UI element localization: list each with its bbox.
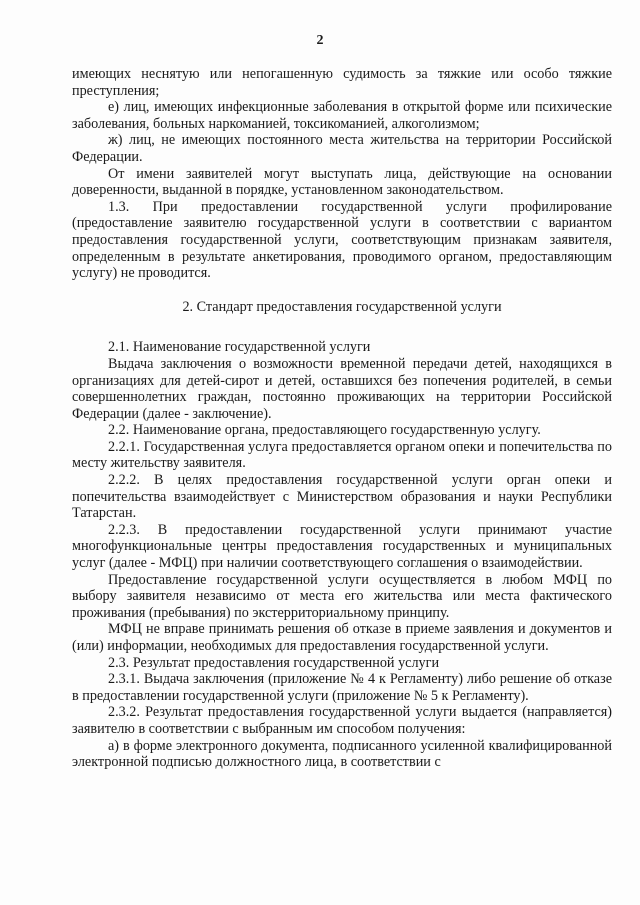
paragraph-2-2-2: 2.2.2. В целях предоставления государственной услуги орган опеки и попечительства взаимодействует с Министерством образования и науки Республики Татарстан. <box>72 472 612 522</box>
document-body <box>72 66 612 771</box>
paragraph-4: От имени заявителей могут выступать лица, действующие на основании доверенности, выданной в порядке, установленном законодательством. <box>72 165 612 199</box>
paragraph-2-3-2-a: а) в форме электронного документа, подписанного усиленной квалифицированной электронной подписью должностного лица, в соответствии с <box>72 737 612 771</box>
subsection-2-3-title: 2.3. Результат предоставления государственной услуги <box>108 654 440 671</box>
paragraph-2-3-2: 2.3.2. Результат предоставления государственной услуги выдается (направляется) заявителю в соответствии с выбранным им способом получения: <box>72 704 612 737</box>
section-heading: 2. Стандарт предоставления государственной услуги <box>182 298 502 315</box>
paragraph-2-2-1: 2.2.1. Государственная услуга предоставляется органом опеки и попечительства по месту жительству заявителя. <box>72 438 612 472</box>
paragraph-2-2-3: 2.2.3. В предоставлении государственной услуги принимают участие многофункциональные центры предоставления государственных и муниципальных услуг (далее - МФЦ) при наличии соответствующего соглашения о взаимодействии. <box>72 521 612 572</box>
paragraph-2: е) лиц, имеющих инфекционные заболевания в открытой форме или психические заболевания, больных наркоманией, токсикоманией, алкоголизмом; <box>72 99 612 132</box>
paragraph-2-3-1: 2.3.1. Выдача заключения (приложение № 4 к Регламенту) либо решение об отказе в предоставлении государственной услуги (приложение № 5 к Регламенту). <box>72 671 612 704</box>
paragraph-2-1-text: Выдача заключения о возможности временной передачи детей, находящихся в организациях для детей-сирот и детей, оставшихся без попечения родителей, в семьи совершеннолетних граждан, постоянно проживающих на территории Российской Федерации (далее - заключение). <box>72 355 612 422</box>
page-number: 2 <box>316 33 324 48</box>
paragraph-5: 1.3. При предоставлении государственной услуги профилирование (предоставление заявителю государственной услуги в соответствии с вариантом предоставления государственной услуги, соответствующим признакам заявителя, определенным в результате анкетирования, проводимого органом, предоставляющим услугу) не проводится. <box>72 198 612 282</box>
paragraph-mfc-any: Предоставление государственной услуги осуществляется в любом МФЦ по выбору заявителя независимо от места его жительства или места фактического проживания (пребывания) по экстерриториальному принципу. <box>72 571 612 621</box>
paragraph-mfc-rights: МФЦ не вправе принимать решения об отказе в приеме заявления и документов и (или) информации, необходимых для предоставления государственной услуги. <box>72 621 612 654</box>
subsection-2-2-title: 2.2. Наименование органа, предоставляющего государственную услугу. <box>108 422 541 439</box>
subsection-2-1-title: 2.1. Наименование государственной услуги <box>108 339 371 356</box>
paragraph-1: имеющих неснятую или непогашенную судимость за тяжкие или особо тяжкие преступления; <box>72 66 612 99</box>
paragraph-3: ж) лиц, не имеющих постоянного места жительства на территории Российской Федерации. <box>72 132 612 165</box>
